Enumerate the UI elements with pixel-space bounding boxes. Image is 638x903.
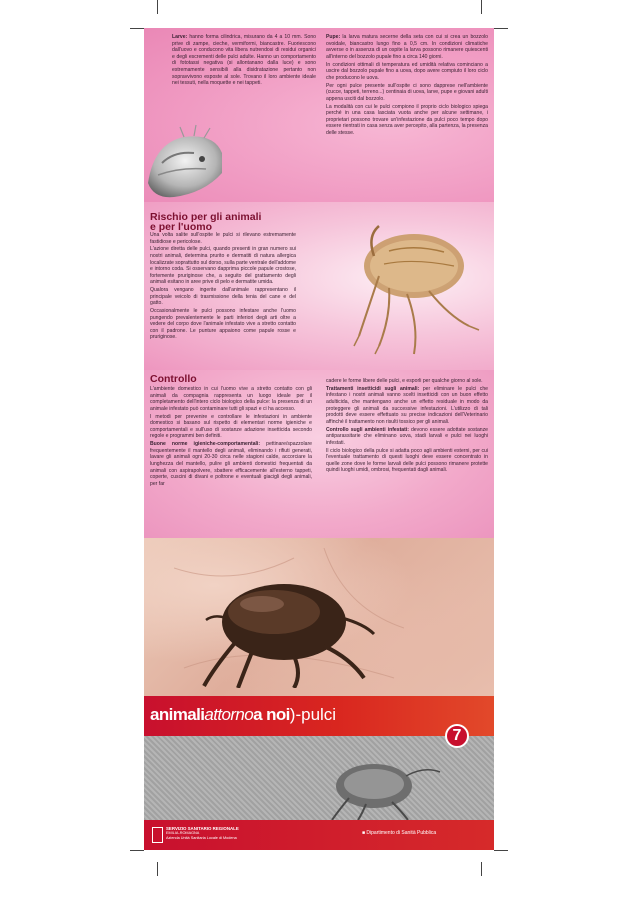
flea-microscope-photo	[319, 206, 494, 356]
larve-body: hanno forma cilindrica, misurano da 4 a 10 mm. Sono prive di zampe, cieche, vermiformi, biancastre. Fuoriescono dall'uovo e conducono vita libera nutrendosi di residui organici e degli escrementi delle pulci adulte. Hanno un comportamento di fototassi negativa (si allontanano dalla luce) e sono estremamente sensibili alla disidratazione pertanto non sopravvivono esposte al sole. Trovano il loro ambiente ideale nei tessuti, nella moquette e nei tappeti.	[172, 34, 316, 87]
pupe-p2: In condizioni ottimali di temperatura ed umidità relativa cominciano a uscire dal bozzolo pupale fino a uova, dopo avere compiuto il loro ciclo che producono le uova.	[326, 61, 488, 81]
rischio-content	[144, 202, 494, 370]
footer-org-3: Azienda Unità Sanitaria Locale di Modena	[166, 836, 237, 840]
engraving-illustration	[144, 736, 494, 820]
rischio-text	[150, 232, 296, 342]
banner-part2: attorno	[204, 705, 254, 724]
banner-title	[150, 705, 336, 725]
rischio-p3: Qualora vengano ingerite dall'animale rappresentano il principale veicolo di trasmissione della tenia del cane e del gatto.	[150, 287, 296, 307]
larve-lead: Larve:	[172, 34, 188, 40]
controllo-c2-p1: cadere le forme libere delle pulci, e esporli per qualche giorno al sole.	[326, 378, 483, 384]
controllo-section	[144, 370, 494, 538]
banner-part4: )-pulci	[289, 705, 337, 724]
rischio-p4: Occasionalmente le pulci possono infestare anche l'uomo pungendo prevalentemente le parti inferiori degli arti oltre a vedere del corpo dove l'animale infestato vive a stretto contatto con il padrone. Le punture appaiono come papule rosse e pruriginose.	[150, 308, 296, 341]
flea-photo	[174, 548, 404, 688]
controllo-p1: L'ambiente domestico in cui l'uomo vive a stretto contatto con gli animali da compagnia rappresenta un luogo ideale per il completamento dell'intero ciclo biologico della pulce: la presenza di un animale infestato può contaminare tutti gli spazi e ci ha accesso.	[150, 386, 312, 412]
rischio-title-line2: e per l'uomo	[150, 221, 213, 233]
pupe-text	[326, 34, 488, 138]
amb-lead: Controllo sugli ambienti infestati:	[326, 426, 409, 433]
title-banner	[144, 696, 494, 736]
region-logo-icon	[152, 827, 163, 843]
rischio-title-line1: Rischio per gli animali	[150, 211, 262, 223]
crop-mark	[494, 850, 508, 851]
pupe-p4: La modalità con cui le pulci compiono il proprio ciclo biologico spiega perché in una casa lasciata vuota anche per alcune settimane, i proprietari possono trovare un'infestazione da pulci poco tempo dopo essere rientrati in casa senza aver percepito, alla partenza, la presenza delle stesse.	[326, 103, 488, 136]
norme-lead: Buone norme igieniche-comportamentali:	[150, 441, 261, 448]
footer-org	[166, 826, 239, 841]
tratt-lead: Trattamenti insetticidi sugli animali:	[326, 385, 420, 392]
pupe-p3: Per ogni pulce presente sull'ospite ci sono dapprese nell'ambiente (cucce, tappeti, terreno...) centinaia di uova, larve, pupe e giovani adulti appena usciti dal bozzolo.	[326, 82, 488, 102]
crop-mark	[481, 862, 482, 876]
tratt-body: per eliminare le pulci che infestano i nostri animali vanno scelti insetticidi con un buon effetto adulticida, che mantengano anche un effetto residuale in modo da proteggere gli animali da successive infestazioni. L'utilizzo di tali prodotti deve essere effettuato su precise indicazioni dell'Veterinario affinché il trattamento non risulti tossico per gli animali.	[326, 385, 488, 425]
amb-body: devono essere adottate sostanze antiparassitarie che eliminano uova, stadi larvali e pulci nei luoghi infestati.	[326, 426, 488, 446]
rischio-p2: L'azione diretta delle pulci, quando presenti in gran numero sui nostri animali, determina prurito e dermatiti di natura allergica localizzate soprattutto sul dorso, sulla parte ventrale dell'addome e intorno coda. Si osservano dapprima piccole papule crostose, fortemente pruriginose che, a seguito del grattamento degli animali esitano in aree prive di pelo e dermatite umida.	[150, 246, 296, 286]
pupe-p1: la larva matura secerne della seta con cui si crea un bozzolo ovoidale, biancastro lungo fino a 0,5 cm. In condizioni climatiche avverse o in assenza di un ospite la larva possono rimanere quiescenti all'interno del bozzolo pupale fino a circa 140 giorni.	[326, 34, 488, 60]
controllo-title: Controllo	[150, 373, 197, 385]
crop-mark	[481, 0, 482, 14]
controllo-p2: I metodi per prevenire e controllare le infestazioni in ambiente domestico si basano sul rispetto di elementari norme igieniche e comportamentali e sull'uso di sostanze adazione insetticida secondo regole e programmi ben definiti.	[150, 413, 312, 440]
rischio-p1: Una volta salite sull'ospite le pulci si rilevano estremamente fastidiose e pericolose.	[150, 232, 296, 245]
footer	[144, 820, 494, 850]
footer-dept: ■ Dipartimento di Sanità Pubblica	[362, 830, 437, 836]
controllo-col1	[150, 386, 312, 488]
controllo-col2	[326, 378, 488, 475]
footer-org-1: SERVIZIO SANITARIO REGIONALE	[166, 826, 239, 831]
crop-mark	[157, 0, 158, 14]
rischio-title	[150, 212, 261, 232]
norme-body: pettinare/spazzolare frequentemente il mantello degli animali, eliminando i rifiuti generati, lavare gli animali ogni 20-30 circa nelle stagioni calde, accorciare la lunghezza del mantello, pulire gli ambienti domestici frequentati da animali con aspirapolvere, sbattere efficacemente all'esterno tappeti, coperte, cuscini di divani e poltrone e eventuali giacigli degli animali, per far	[150, 441, 312, 487]
crop-mark	[130, 850, 144, 851]
flea-engraving	[144, 736, 494, 820]
amb-p2: Il ciclo biologico della pulce si adatta poco agli ambienti esterni, per cui l'eventuale trattamento di questi luoghi deve essere concentrato in quelle zone dove le forme larvali delle pulci possono rimanere protette quindi luoghi umidi, ombrosi, frequentati dagli animali.	[326, 447, 488, 474]
flea-head-micrograph	[144, 123, 224, 201]
larve-pupe-section	[144, 28, 494, 202]
flea-on-skin-photo	[144, 538, 494, 696]
crop-mark	[157, 862, 158, 876]
pupe-lead: Pupe:	[326, 34, 341, 40]
larve-text	[172, 34, 316, 88]
crop-mark	[494, 28, 508, 29]
crop-mark	[130, 28, 144, 29]
banner-part3: a noi	[253, 705, 290, 724]
issue-number-badge: 7	[445, 724, 469, 748]
banner-part1: animali	[150, 705, 205, 724]
footer-org-2: EMILIA-ROMAGNA	[166, 831, 200, 835]
